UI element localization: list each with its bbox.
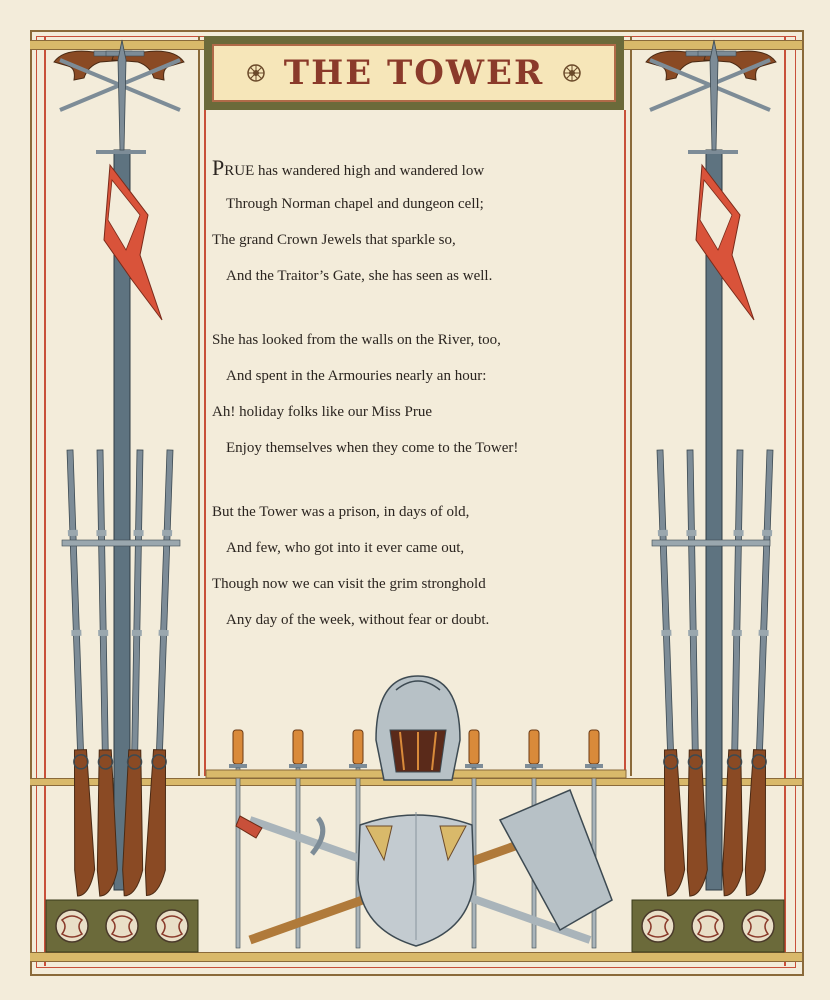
rifle-stack-right-icon: [650, 40, 780, 896]
medallion-base-left-icon: [46, 900, 198, 952]
poem-line: Enjoy themselves when they come to the Tower!: [226, 440, 519, 456]
helmet-icon: [376, 676, 460, 780]
page-title: THE TOWER: [283, 53, 545, 93]
poem-line: PRUE has wandered high and wandered low: [212, 155, 485, 180]
medallion-base-right-icon: [632, 900, 784, 952]
poem-line: Through Norman chapel and dungeon cell;: [226, 196, 484, 212]
poem-line: And spent in the Armouries nearly an hour:: [226, 368, 487, 384]
poem-line: But the Tower was a prison, in days of old,: [212, 504, 470, 520]
poem-line: And few, who got into it ever came out,: [226, 540, 465, 556]
poem-line: The grand Crown Jewels that sparkle so,: [212, 232, 456, 248]
poem-line: She has looked from the walls on the River, too,: [212, 332, 501, 348]
poem-line: Though now we can visit the grim stronghold: [212, 576, 486, 592]
drop-cap: P: [212, 155, 225, 180]
poem-line: Any day of the week, without fear or doubt.: [226, 612, 490, 628]
rifle-stack-left-icon: [60, 40, 180, 896]
poem-line: Ah! holiday folks like our Miss Prue: [212, 404, 432, 420]
poem-line: And the Traitor’s Gate, she has seen as well.: [226, 268, 493, 284]
breastplate-icon: [358, 812, 474, 946]
